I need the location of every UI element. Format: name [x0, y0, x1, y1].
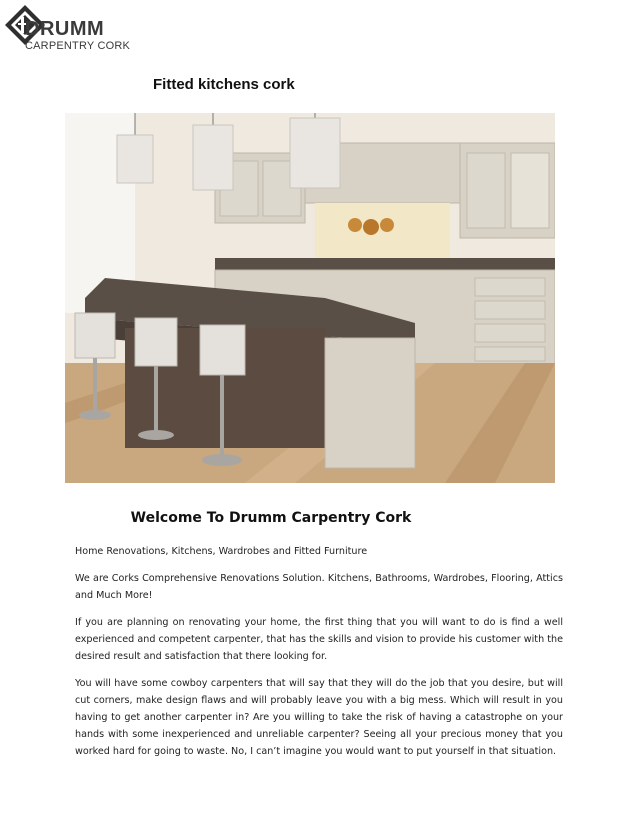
- services-paragraph: We are Corks Comprehensive Renovations Solution. Kitchens, Bathrooms, Wardrobes, Flooring, Attics and Much More!: [75, 573, 563, 601]
- body-text: [75, 543, 563, 770]
- welcome-heading: [0, 510, 638, 526]
- welcome-heading-text: Welcome To Drumm Carpentry Cork: [130, 510, 412, 526]
- page-title: Fitted kitchens cork: [153, 76, 295, 93]
- company-logo[interactable]: [5, 5, 131, 53]
- logo-subtitle: CARPENTRY CORK: [25, 40, 131, 52]
- planning-paragraph: If you are planning on renovating your home, the first thing that you will want to do is find a well experienced and competent carpenter, that has the skills and vision to provide his customer with the desired result and satisfaction that there looking for.: [75, 617, 563, 662]
- logo-wordmark: DRUMM: [25, 18, 105, 40]
- kitchen-photo: [65, 113, 555, 483]
- intro-paragraph: Home Renovations, Kitchens, Wardrobes and Fitted Furniture: [75, 546, 368, 557]
- warning-paragraph: You will have some cowboy carpenters that will say that they will do the job that you desire, but will cut corners, make design flaws and will probably leave you with a big mess. Which will result in you having to get another carpenter in? Are you willing to take the risk of having a catastrophe on your hands with some inexperienced and unreliable carpenter? Seeing all your precious money that you worked hard for going to waste. No, I can’t imagine you would want to put yourself in that situation.: [75, 678, 563, 757]
